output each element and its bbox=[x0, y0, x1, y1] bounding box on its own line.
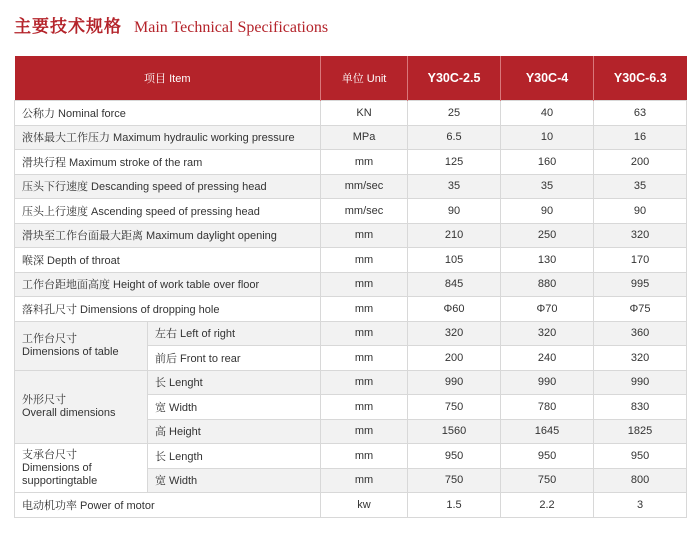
group-label-cn: 外形尺寸 bbox=[22, 393, 66, 406]
group-label-en-line1: Dimensions of bbox=[22, 461, 92, 474]
row-value: 1825 bbox=[594, 419, 687, 444]
row-value: 750 bbox=[501, 468, 594, 493]
table-row bbox=[15, 493, 687, 518]
row-unit: mm/sec bbox=[321, 199, 408, 224]
header-model-y30c-2-5: Y30C-2.5 bbox=[408, 56, 501, 101]
row-label: 宽 Width bbox=[148, 468, 321, 493]
group-label-en: Overall dimensions bbox=[22, 406, 116, 419]
table-row bbox=[15, 444, 687, 469]
row-value: 6.5 bbox=[408, 125, 501, 150]
row-value: 105 bbox=[408, 248, 501, 273]
row-label: 工作台距地面高度 Height of work table over floor bbox=[15, 272, 321, 297]
row-value: 950 bbox=[594, 444, 687, 469]
row-label: 左右 Left of right bbox=[148, 321, 321, 346]
header-model-y30c-4: Y30C-4 bbox=[501, 56, 594, 101]
row-value: 995 bbox=[594, 272, 687, 297]
group-label-supporting-table bbox=[15, 444, 148, 493]
group-label-cn: 工作台尺寸 bbox=[22, 332, 77, 345]
row-value: 16 bbox=[594, 125, 687, 150]
row-value: 360 bbox=[594, 321, 687, 346]
row-label: 高 Height bbox=[148, 419, 321, 444]
row-label: 滑块行程 Maximum stroke of the ram bbox=[15, 150, 321, 175]
row-unit: mm bbox=[321, 468, 408, 493]
table-row bbox=[15, 174, 687, 199]
row-value: 750 bbox=[408, 468, 501, 493]
row-value: 90 bbox=[408, 199, 501, 224]
row-unit: mm bbox=[321, 419, 408, 444]
row-value: 210 bbox=[408, 223, 501, 248]
row-value: 845 bbox=[408, 272, 501, 297]
table-row bbox=[15, 248, 687, 273]
row-value: 320 bbox=[594, 223, 687, 248]
row-label: 喉深 Depth of throat bbox=[15, 248, 321, 273]
table-row bbox=[15, 101, 687, 126]
row-unit: mm bbox=[321, 346, 408, 371]
row-label: 滑块至工作台面最大距离 Maximum daylight opening bbox=[15, 223, 321, 248]
group-label-overall-dimensions bbox=[15, 370, 148, 444]
row-value: 125 bbox=[408, 150, 501, 175]
row-value: 2.2 bbox=[501, 493, 594, 518]
row-unit: mm bbox=[321, 370, 408, 395]
table-row bbox=[15, 223, 687, 248]
row-unit: KN bbox=[321, 101, 408, 126]
row-unit: mm bbox=[321, 272, 408, 297]
row-label: 压头下行速度 Descanding speed of pressing head bbox=[15, 174, 321, 199]
row-value: 3 bbox=[594, 493, 687, 518]
row-label: 电动机功率 Power of motor bbox=[15, 493, 321, 518]
row-value: 830 bbox=[594, 395, 687, 420]
row-unit: MPa bbox=[321, 125, 408, 150]
title-chinese: 主要技术规格 bbox=[14, 17, 122, 37]
group-label-en-line2: supportingtable bbox=[22, 474, 98, 487]
row-unit: mm/sec bbox=[321, 174, 408, 199]
row-value: 750 bbox=[408, 395, 501, 420]
row-value: 40 bbox=[501, 101, 594, 126]
page-title bbox=[14, 12, 328, 42]
header-model-y30c-6-3: Y30C-6.3 bbox=[594, 56, 687, 101]
row-value: 950 bbox=[408, 444, 501, 469]
row-value: 90 bbox=[501, 199, 594, 224]
row-label: 落料孔尺寸 Dimensions of dropping hole bbox=[15, 297, 321, 322]
row-unit: mm bbox=[321, 150, 408, 175]
row-value: 25 bbox=[408, 101, 501, 126]
row-label: 长 Length bbox=[148, 444, 321, 469]
row-value: 1560 bbox=[408, 419, 501, 444]
row-value: 320 bbox=[501, 321, 594, 346]
row-value: Φ60 bbox=[408, 297, 501, 322]
table-row bbox=[15, 125, 687, 150]
row-unit: mm bbox=[321, 248, 408, 273]
row-unit: mm bbox=[321, 321, 408, 346]
row-value: 990 bbox=[501, 370, 594, 395]
header-item: 项目 Item bbox=[15, 56, 321, 101]
table-row bbox=[15, 150, 687, 175]
row-value: 10 bbox=[501, 125, 594, 150]
row-value: 880 bbox=[501, 272, 594, 297]
row-value: 130 bbox=[501, 248, 594, 273]
row-label: 液体最大工作压力 Maximum hydraulic working pressure bbox=[15, 125, 321, 150]
row-value: 250 bbox=[501, 223, 594, 248]
table-row bbox=[15, 297, 687, 322]
row-value: 800 bbox=[594, 468, 687, 493]
row-value: Φ70 bbox=[501, 297, 594, 322]
row-unit: mm bbox=[321, 223, 408, 248]
row-label: 前后 Front to rear bbox=[148, 346, 321, 371]
row-value: 240 bbox=[501, 346, 594, 371]
table-row bbox=[15, 370, 687, 395]
group-label-en: Dimensions of table bbox=[22, 345, 119, 358]
row-value: 1.5 bbox=[408, 493, 501, 518]
row-value: 35 bbox=[501, 174, 594, 199]
row-unit: mm bbox=[321, 297, 408, 322]
row-value: 320 bbox=[408, 321, 501, 346]
table-row bbox=[15, 321, 687, 346]
group-label-cn: 支承台尺寸 bbox=[22, 448, 77, 461]
header-unit: 单位 Unit bbox=[321, 56, 408, 101]
row-unit: mm bbox=[321, 395, 408, 420]
row-label: 长 Lenght bbox=[148, 370, 321, 395]
row-value: 35 bbox=[408, 174, 501, 199]
row-label: 宽 Width bbox=[148, 395, 321, 420]
row-value: 200 bbox=[594, 150, 687, 175]
group-label-table-dimensions bbox=[15, 321, 148, 370]
row-value: 1645 bbox=[501, 419, 594, 444]
row-value: Φ75 bbox=[594, 297, 687, 322]
table-header-row bbox=[15, 56, 687, 101]
table-row bbox=[15, 272, 687, 297]
row-value: 35 bbox=[594, 174, 687, 199]
title-english: Main Technical Specifications bbox=[134, 19, 329, 36]
row-value: 780 bbox=[501, 395, 594, 420]
row-label: 压头上行速度 Ascending speed of pressing head bbox=[15, 199, 321, 224]
row-value: 63 bbox=[594, 101, 687, 126]
row-value: 160 bbox=[501, 150, 594, 175]
row-value: 200 bbox=[408, 346, 501, 371]
row-value: 950 bbox=[501, 444, 594, 469]
table-row bbox=[15, 199, 687, 224]
row-value: 990 bbox=[408, 370, 501, 395]
row-value: 320 bbox=[594, 346, 687, 371]
row-value: 90 bbox=[594, 199, 687, 224]
row-value: 170 bbox=[594, 248, 687, 273]
row-value: 990 bbox=[594, 370, 687, 395]
specifications-table bbox=[14, 56, 687, 518]
row-unit: kw bbox=[321, 493, 408, 518]
row-unit: mm bbox=[321, 444, 408, 469]
row-label: 公称力 Nominal force bbox=[15, 101, 321, 126]
